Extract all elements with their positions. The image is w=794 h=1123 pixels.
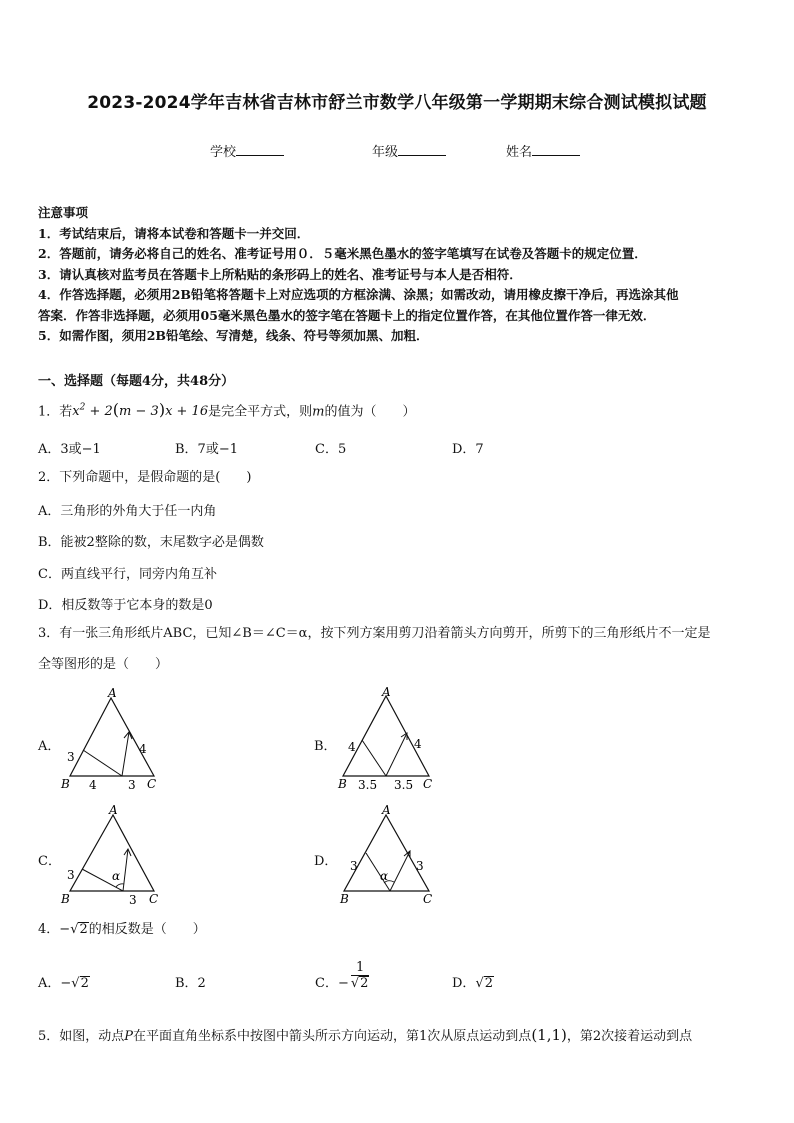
q3-option-b[interactable]: B． <box>314 739 337 754</box>
vertex-b-label: B <box>61 777 70 791</box>
grade-label: 年级 <box>372 145 399 160</box>
q1-option-d[interactable]: D．7 <box>452 442 484 457</box>
triangle-abc <box>70 698 154 776</box>
q3-option-a[interactable]: A． <box>38 739 61 754</box>
q5-point: (1,1) <box>531 1026 567 1044</box>
side-label: 3 <box>128 778 136 792</box>
q4-option-d-radicand: 2 <box>484 976 494 991</box>
page-title: 2023-2024学年吉林省吉林市舒兰市数学八年级第一学期期末综合测试模拟试题 <box>87 93 707 113</box>
q3-option-d[interactable]: D． <box>314 854 338 869</box>
q2-option-a[interactable]: A．三角形的外角大于任一内角 <box>38 504 217 519</box>
q4-option-c-numerator: 1 <box>351 960 370 976</box>
q1-suffix: 是完全平方式，则 <box>208 404 313 420</box>
q1-option-a[interactable]: A．3或−1 <box>38 442 101 457</box>
side-label: 4 <box>414 737 422 751</box>
vertex-a-label: A <box>109 803 118 817</box>
note-item: 5．如需作图，须用2B铅笔绘、写清楚，线条、符号等须加黑、加粗． <box>38 328 429 343</box>
cut-arrow-line <box>122 732 129 776</box>
q4-option-c-minus: − <box>337 976 349 991</box>
name-field <box>506 141 580 160</box>
q2-option-d[interactable]: D．相反数等于它本身的数是0 <box>38 598 213 613</box>
school-blank <box>236 143 284 156</box>
q1-expression: $x^2 + 2(m - 3)x + 16$ <box>72 400 209 420</box>
side-label: 3 <box>416 859 424 873</box>
q1-tail: 的值为（ ） <box>324 404 416 420</box>
cut-line <box>83 750 122 776</box>
q5-stem-c: ，第2次接着运动到点 <box>566 1029 693 1044</box>
q5-stem-a: 5．如图，动点 <box>38 1029 125 1044</box>
question-5-stem <box>38 1026 692 1046</box>
vertex-c-label: C <box>149 892 159 906</box>
q4-suffix: 的相反数是（ ） <box>88 922 206 937</box>
q4-option-a-label: A． <box>38 976 61 991</box>
cut-arrow-line <box>390 851 410 891</box>
q4-option-c-radicand: 2 <box>360 976 369 991</box>
note-item: 1．考试结束后，请将本试卷和答题卡一并交回． <box>38 225 310 241</box>
side-label: 3.5 <box>358 778 378 792</box>
notes-heading: 注意事项 <box>38 205 89 220</box>
question-3-stem-line2: 全等图形的是（ ） <box>38 657 169 672</box>
angle-label: α <box>380 869 389 883</box>
grade-blank <box>398 143 446 156</box>
q4-option-d-label: D． <box>452 976 476 991</box>
vertex-a-label: A <box>382 686 391 699</box>
figure-b <box>330 686 450 792</box>
side-label: 3 <box>67 750 75 764</box>
q2-option-b[interactable]: B．能被2整除的数，末尾数字必是偶数 <box>38 535 264 550</box>
q4-option-c[interactable] <box>315 960 369 992</box>
note-item: 2．答题前，请务必将自己的姓名、准考证号用０．５毫米黑色墨水的签字笔填写在试卷及答题卡的规定位置． <box>38 246 647 261</box>
note-item: 4．作答选择题，必须用2B铅笔将答题卡上对应选项的方框涂满、涂黑；如需改动，请用橡皮擦干净后，再选涂其他 <box>38 287 679 302</box>
vertex-b-label: B <box>338 777 347 791</box>
angle-label: α <box>112 869 121 883</box>
side-label: 3 <box>350 859 358 873</box>
vertex-b-label: B <box>340 892 349 906</box>
q4-option-a-minus: − <box>60 976 72 991</box>
grade-field <box>372 141 446 160</box>
q1-option-b[interactable]: B．7或−1 <box>175 442 238 457</box>
note-item: 答案．作答非选择题，必须用05毫米黑色墨水的签字笔在答题卡上的指定位置作答，在其他位置作答一律无效． <box>38 307 656 323</box>
school-field <box>210 141 284 160</box>
q4-prefix: 4． <box>38 922 60 937</box>
figure-a <box>55 686 175 792</box>
angle-arc <box>116 884 124 887</box>
side-label: 4 <box>348 740 356 754</box>
q1-var: m <box>312 404 325 420</box>
name-label: 姓名 <box>506 145 533 160</box>
q1-prefix: 1．若 <box>38 404 73 420</box>
cut-arrow-line <box>386 733 407 776</box>
q4-radicand: 2 <box>79 922 88 937</box>
figure-d <box>330 803 450 909</box>
q3-option-c[interactable]: C． <box>38 854 61 869</box>
q4-option-c-fraction: $\frac{1}{√2}$ <box>350 960 369 991</box>
triangle-abc <box>343 696 429 776</box>
cut-arrow-line <box>123 849 128 891</box>
vertex-c-label: C <box>147 777 157 791</box>
question-4-stem: 4．−√2的相反数是（ ） <box>38 922 206 937</box>
q4-option-d[interactable]: D．√2 <box>452 976 494 991</box>
q4-option-c-label: C． <box>315 976 338 991</box>
vertex-c-label: C <box>423 777 433 791</box>
side-label: 3.5 <box>394 778 414 792</box>
cut-line <box>362 740 386 776</box>
section-heading: 一、选择题（每题4分，共48分） <box>38 374 235 389</box>
vertex-b-label: B <box>61 892 70 906</box>
q2-option-c[interactable]: C．两直线平行，同旁内角互补 <box>38 567 217 582</box>
q5-point-p: P <box>124 1029 134 1044</box>
q4-option-a[interactable]: A．−√2 <box>38 976 89 991</box>
side-label: 3 <box>67 868 75 882</box>
name-blank <box>532 143 580 156</box>
side-label: 4 <box>89 778 97 792</box>
q4-option-b[interactable]: B．2 <box>175 976 206 991</box>
q1-option-c[interactable]: C．5 <box>315 442 347 457</box>
vertex-a-label: A <box>108 686 117 700</box>
vertex-c-label: C <box>423 892 433 906</box>
note-item: 3．请认真核对监考员在答题卡上所粘贴的条形码上的姓名、准考证号与本人是否相符． <box>38 266 522 282</box>
side-label: 3 <box>129 893 137 907</box>
vertex-a-label: A <box>382 803 391 817</box>
question-1-stem <box>38 399 415 421</box>
question-2-stem: 2．下列命题中，是假命题的是( ) <box>38 470 252 485</box>
side-label: 4 <box>139 742 147 756</box>
q4-option-a-radicand: 2 <box>80 976 89 991</box>
q4-minus: − <box>59 922 71 937</box>
school-label: 学校 <box>210 145 237 160</box>
notes-block <box>38 203 760 347</box>
figure-c <box>55 803 175 909</box>
q5-stem-b: 在平面直角坐标系中按图中箭头所示方向运动，第1次从原点运动到点 <box>133 1029 532 1044</box>
question-3-stem-line1: 3．有一张三角形纸片ABC，已知∠B＝∠C＝α，按下列方案用剪刀沿着箭头方向剪开，所剪下的三角形纸片不一定是 <box>38 626 711 641</box>
